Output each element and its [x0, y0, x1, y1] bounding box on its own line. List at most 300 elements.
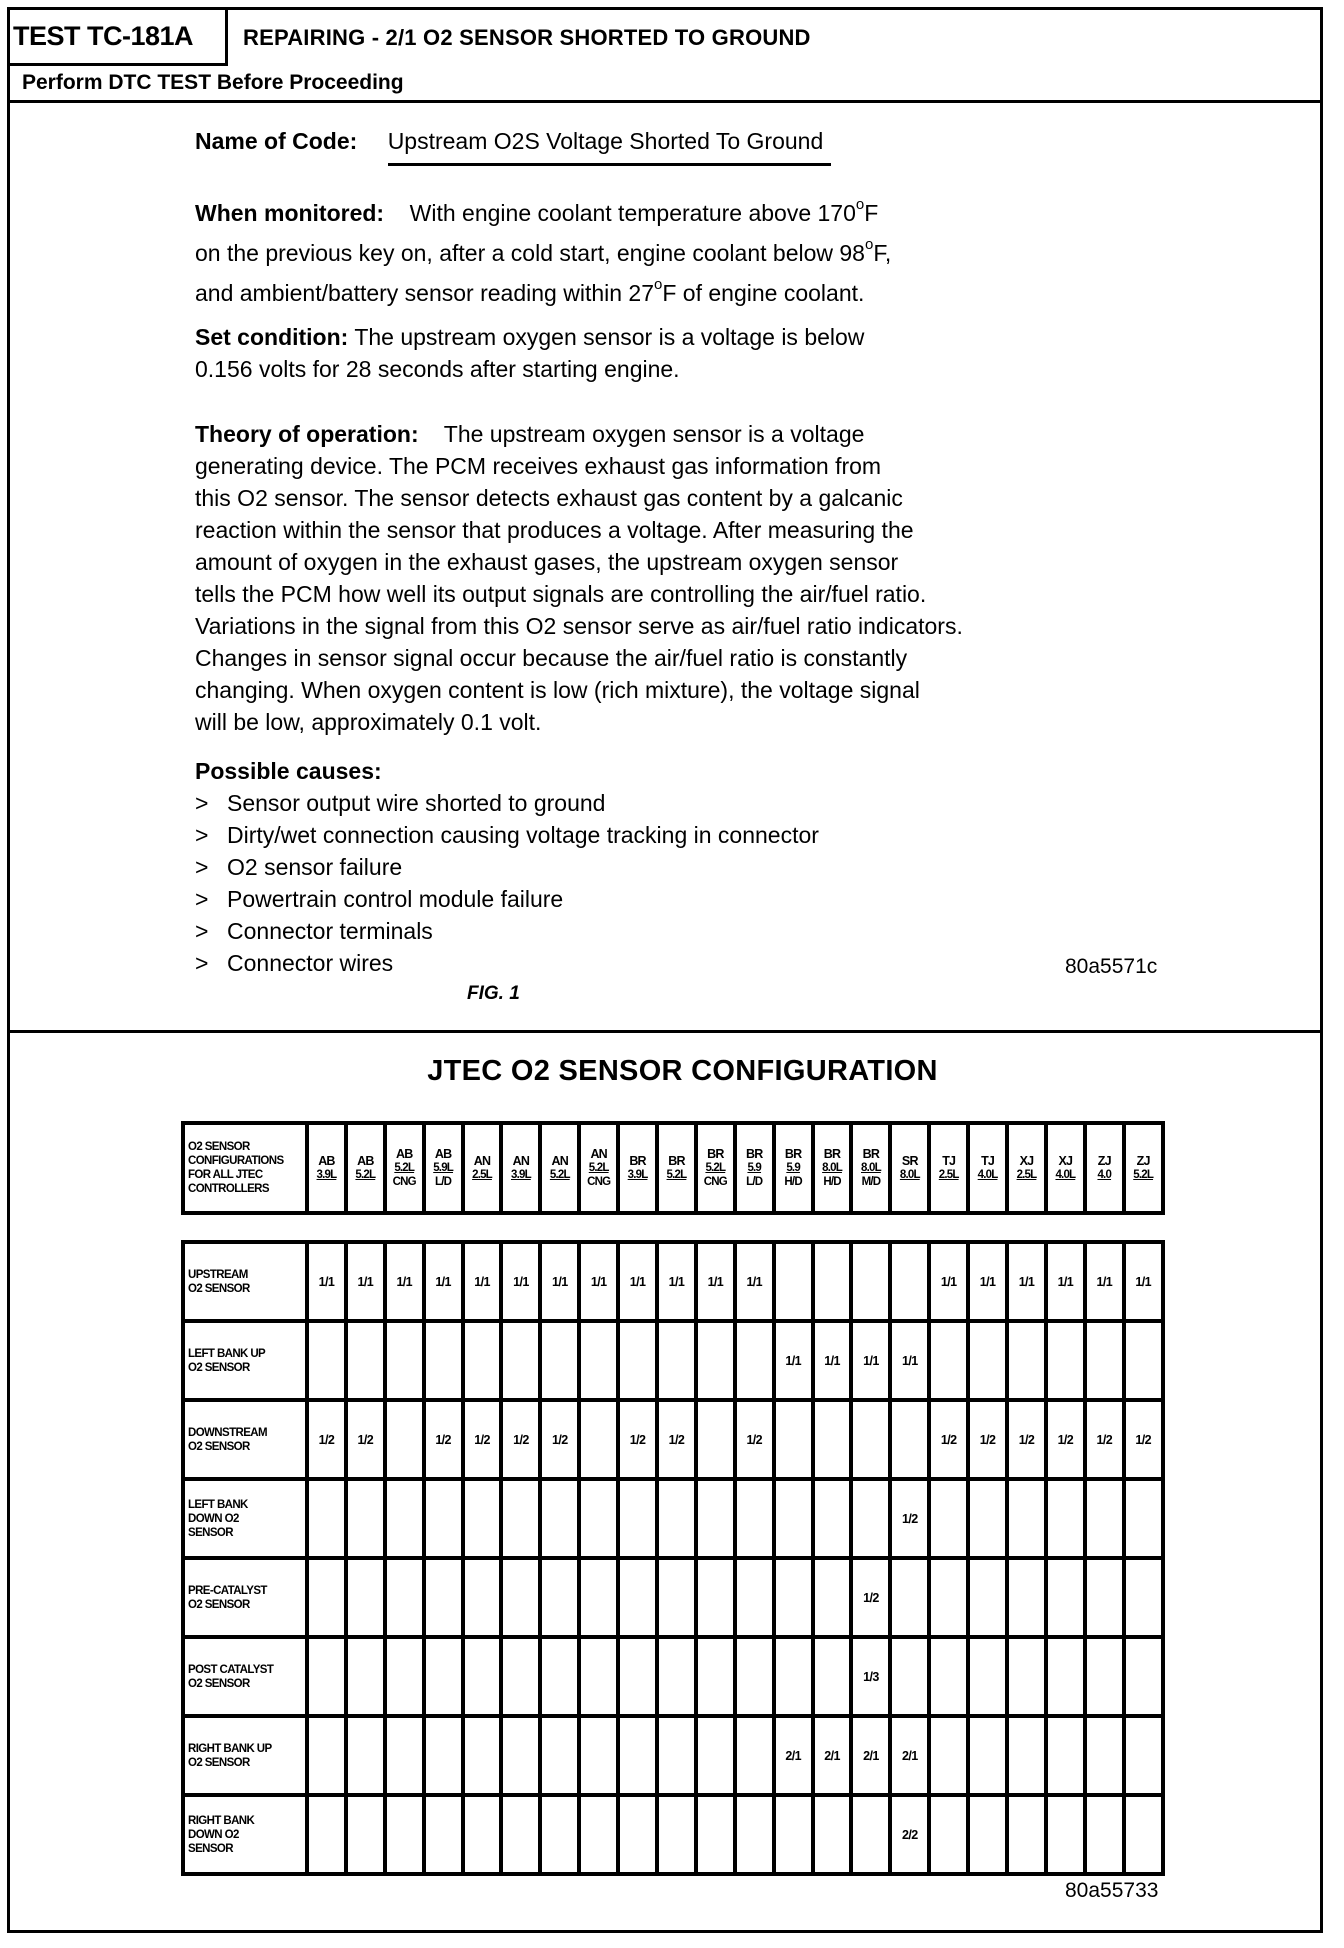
row-label-line: O2 SENSOR	[188, 1282, 250, 1295]
column-header-model: AN	[590, 1147, 607, 1161]
theory-line	[195, 418, 1195, 450]
table-cell	[851, 1479, 890, 1558]
text-line: tells the PCM how well its output signals are controlling the air/fuel ratio.	[195, 581, 927, 607]
table-cell: 1/2	[1046, 1400, 1085, 1479]
degree-symbol: o	[864, 236, 874, 253]
table-cell: 1/2	[307, 1400, 346, 1479]
table-cell	[579, 1321, 618, 1400]
table-cell	[813, 1637, 852, 1716]
table-cell: 1/3	[851, 1637, 890, 1716]
table-cell	[618, 1637, 657, 1716]
column-header	[1085, 1123, 1124, 1213]
column-header	[735, 1123, 774, 1213]
table-cell	[1085, 1716, 1124, 1795]
table-cell	[696, 1321, 735, 1400]
column-header-engine: 5.2L	[1133, 1169, 1154, 1181]
cause-text: Powertrain control module failure	[227, 886, 564, 912]
table-cell: 1/1	[1085, 1242, 1124, 1321]
column-header-engine: 5.2L	[705, 1162, 726, 1174]
table-cell: 1/2	[1124, 1400, 1163, 1479]
table-cell	[540, 1321, 579, 1400]
row-label-line: RIGHT BANK	[188, 1814, 255, 1827]
table-cell: 1/1	[618, 1242, 657, 1321]
table-cell	[385, 1400, 424, 1479]
column-header-model: AN	[551, 1154, 569, 1168]
table-cell	[774, 1479, 813, 1558]
theory-of-operation	[195, 418, 1195, 738]
table-cell: 1/1	[1046, 1242, 1085, 1321]
table-cell: 1/1	[1124, 1242, 1163, 1321]
table-cell	[501, 1479, 540, 1558]
table-cell	[929, 1321, 968, 1400]
column-header	[657, 1123, 696, 1213]
table-cell	[385, 1558, 424, 1637]
row-label	[183, 1242, 307, 1321]
table-cell	[657, 1321, 696, 1400]
row-label-line: LEFT BANK	[188, 1498, 248, 1511]
config-table-header	[181, 1121, 1165, 1215]
table-cell	[890, 1400, 929, 1479]
table-cell: 1/1	[540, 1242, 579, 1321]
table-cell	[851, 1400, 890, 1479]
column-header	[424, 1123, 463, 1213]
column-header-variant: L/D	[746, 1176, 763, 1188]
column-header-model: AB	[318, 1154, 335, 1168]
row-label-line: UPSTREAM	[188, 1268, 248, 1281]
column-header-model: XJ	[1019, 1154, 1034, 1168]
table-cell	[929, 1637, 968, 1716]
table-cell: 1/1	[1007, 1242, 1046, 1321]
column-header-model: BR	[746, 1147, 763, 1161]
degree-symbol: o	[654, 276, 663, 293]
row-label	[183, 1479, 307, 1558]
column-header	[540, 1123, 579, 1213]
table-cell	[735, 1558, 774, 1637]
table-cell	[851, 1795, 890, 1874]
table-cell	[813, 1795, 852, 1874]
column-header-model: BR	[823, 1147, 841, 1161]
table-cell	[463, 1716, 502, 1795]
table-cell: 1/2	[735, 1400, 774, 1479]
figure-label: FIG. 1	[467, 983, 520, 1004]
table-cell	[929, 1479, 968, 1558]
column-header-model: AB	[357, 1154, 374, 1168]
table-cell: 1/2	[1085, 1400, 1124, 1479]
column-header-engine: 5.2L	[394, 1162, 415, 1174]
table-cell	[1007, 1637, 1046, 1716]
table-cell	[307, 1321, 346, 1400]
table-cell	[307, 1716, 346, 1795]
cause-text: Sensor output wire shorted to ground	[227, 790, 606, 816]
cause-text: Dirty/wet connection causing voltage tracking in connector	[227, 822, 819, 848]
table-cell	[618, 1716, 657, 1795]
text-line: F,	[873, 240, 892, 266]
table-cell: 2/1	[890, 1716, 929, 1795]
table-cell	[1046, 1479, 1085, 1558]
table-cell	[424, 1716, 463, 1795]
table-cell	[657, 1716, 696, 1795]
table-cell	[346, 1637, 385, 1716]
table-cell	[968, 1479, 1007, 1558]
table-cell	[307, 1795, 346, 1874]
table-cell	[1085, 1321, 1124, 1400]
header-row	[183, 1123, 1163, 1213]
subtitle-row	[10, 66, 1320, 103]
table-cell	[696, 1400, 735, 1479]
table-cell	[1085, 1795, 1124, 1874]
column-header-engine: 8.0L	[899, 1169, 920, 1181]
text-line: this O2 sensor. The sensor detects exhaust gas content by a galcanic	[195, 485, 903, 511]
column-header-model: BR	[784, 1147, 802, 1161]
text-line: Variations in the signal from this O2 sensor serve as air/fuel ratio indicators.	[195, 613, 963, 639]
table-cell	[813, 1242, 852, 1321]
table-cell	[579, 1479, 618, 1558]
column-header-engine: 8.0L	[822, 1162, 842, 1174]
table-cell	[657, 1558, 696, 1637]
text-line: generating device. The PCM receives exhaust gas information from	[195, 453, 882, 479]
table-row	[183, 1795, 1163, 1874]
table-cell: 2/1	[774, 1716, 813, 1795]
table-cell	[579, 1558, 618, 1637]
table-cell: 1/1	[851, 1321, 890, 1400]
bullet-arrow-icon: >	[195, 918, 209, 944]
column-header	[890, 1123, 929, 1213]
table-cell	[1124, 1321, 1163, 1400]
column-header	[929, 1123, 968, 1213]
table-cell	[1046, 1321, 1085, 1400]
title-row	[10, 10, 1320, 66]
table-cell	[657, 1795, 696, 1874]
table-cell	[968, 1795, 1007, 1874]
bullet-arrow-icon: >	[195, 950, 209, 976]
row-label-line: PRE-CATALYST	[188, 1584, 267, 1597]
set-condition	[195, 321, 1195, 385]
column-header	[813, 1123, 852, 1213]
row-label	[183, 1400, 307, 1479]
table-cell	[385, 1795, 424, 1874]
table-cell	[696, 1637, 735, 1716]
degree-symbol: o	[855, 196, 865, 213]
column-header-variant: H/D	[823, 1176, 841, 1188]
column-header-variant: CNG	[392, 1176, 416, 1188]
text-line: F of engine coolant.	[662, 280, 865, 306]
column-header-model: BR	[668, 1154, 685, 1168]
table-cell	[385, 1321, 424, 1400]
text-line: amount of oxygen in the exhaust gases, the upstream oxygen sensor	[195, 549, 899, 575]
cause-text: O2 sensor failure	[227, 854, 403, 880]
table-cell: 2/1	[851, 1716, 890, 1795]
table-cell: 1/1	[890, 1321, 929, 1400]
table-cell: 1/2	[851, 1558, 890, 1637]
table-cell: 2/2	[890, 1795, 929, 1874]
column-header-engine: 5.2L	[588, 1162, 609, 1174]
table-cell	[890, 1637, 929, 1716]
table-cell	[1085, 1558, 1124, 1637]
column-header-engine: 5.9	[786, 1162, 800, 1174]
table-cell	[424, 1795, 463, 1874]
column-header	[385, 1123, 424, 1213]
table-cell	[346, 1558, 385, 1637]
table-cell	[1124, 1558, 1163, 1637]
table-cell	[385, 1637, 424, 1716]
column-header-variant: H/D	[784, 1176, 802, 1188]
column-header-variant: CNG	[587, 1176, 611, 1188]
column-header-engine: 8.0L	[861, 1162, 881, 1174]
table-cell	[1046, 1795, 1085, 1874]
row-label	[183, 1321, 307, 1400]
text-line: F	[864, 200, 879, 226]
table-cell	[696, 1558, 735, 1637]
table-cell	[1007, 1479, 1046, 1558]
corner-header	[183, 1123, 307, 1213]
table-cell	[501, 1558, 540, 1637]
table-title: JTEC O2 SENSOR CONFIGURATION	[427, 1055, 938, 1087]
table-cell	[424, 1637, 463, 1716]
table-cell	[1046, 1558, 1085, 1637]
table-cell	[890, 1558, 929, 1637]
table-cell	[424, 1558, 463, 1637]
table-cell	[1124, 1795, 1163, 1874]
column-header	[346, 1123, 385, 1213]
when-monitored	[195, 189, 1195, 309]
table-cell: 1/2	[540, 1400, 579, 1479]
column-header-model: AN	[473, 1154, 491, 1168]
text-line: reaction within the sensor that produces a voltage. After measuring the	[195, 517, 914, 543]
table-row	[183, 1400, 1163, 1479]
row-label	[183, 1795, 307, 1874]
table-cell	[618, 1321, 657, 1400]
table-cell: 1/1	[696, 1242, 735, 1321]
table-cell	[774, 1558, 813, 1637]
table-row	[183, 1321, 1163, 1400]
column-header	[696, 1123, 735, 1213]
table-cell	[1124, 1716, 1163, 1795]
column-header-model: ZJ	[1136, 1154, 1150, 1168]
when-monitored-line	[195, 189, 1195, 229]
table-cell	[1124, 1479, 1163, 1558]
table-cell: 1/1	[813, 1321, 852, 1400]
column-header-variant: M/D	[861, 1176, 881, 1188]
table-cell	[424, 1321, 463, 1400]
table-cell	[696, 1795, 735, 1874]
table-cell	[696, 1716, 735, 1795]
config-table-body	[181, 1240, 1165, 1876]
table-cell	[968, 1558, 1007, 1637]
text-line: and ambient/battery sensor reading within 27	[195, 280, 655, 306]
column-header-model: TJ	[942, 1154, 956, 1168]
cause-item	[195, 947, 1195, 979]
table-cell	[1007, 1795, 1046, 1874]
cause-item	[195, 787, 1195, 819]
theory-label: Theory of operation:	[195, 421, 419, 447]
set-condition-label: Set condition:	[195, 324, 349, 350]
column-header-engine: 4.0	[1097, 1169, 1112, 1181]
table-cell	[540, 1716, 579, 1795]
cause-text: Connector terminals	[227, 918, 433, 944]
table-cell	[774, 1400, 813, 1479]
table-cell: 1/2	[657, 1400, 696, 1479]
table-cell	[735, 1637, 774, 1716]
when-monitored-label: When monitored:	[195, 200, 385, 226]
table-cell	[346, 1321, 385, 1400]
table-cell	[463, 1321, 502, 1400]
column-header-engine: 4.0L	[1055, 1169, 1076, 1181]
table-cell	[929, 1558, 968, 1637]
text-line: With engine coolant temperature above 170	[409, 200, 856, 226]
column-header-engine: 2.5L	[472, 1169, 492, 1181]
table-cell: 1/2	[501, 1400, 540, 1479]
table-cell	[463, 1637, 502, 1716]
table-cell	[1007, 1558, 1046, 1637]
bullet-arrow-icon: >	[195, 822, 209, 848]
table-cell	[657, 1637, 696, 1716]
column-header-variant: CNG	[703, 1176, 727, 1188]
name-of-code-value: Upstream O2S Voltage Shorted To Ground	[388, 125, 832, 166]
table-cell	[579, 1637, 618, 1716]
table-cell	[774, 1242, 813, 1321]
table-cell	[851, 1242, 890, 1321]
text-line: 0.156 volts for 28 seconds after starting engine.	[195, 356, 680, 382]
table-row	[183, 1479, 1163, 1558]
table-cell	[1124, 1637, 1163, 1716]
column-header-engine: 2.5L	[1016, 1169, 1037, 1181]
table-cell	[579, 1400, 618, 1479]
table-cell	[890, 1242, 929, 1321]
possible-causes	[195, 755, 1195, 979]
table-cell: 1/2	[346, 1400, 385, 1479]
table-cell: 1/2	[463, 1400, 502, 1479]
table-cell	[501, 1716, 540, 1795]
column-header-engine: 4.0L	[977, 1169, 998, 1181]
table-cell	[735, 1321, 774, 1400]
column-header-model: AN	[512, 1154, 530, 1168]
cause-item	[195, 883, 1195, 915]
table-cell	[501, 1795, 540, 1874]
table-cell	[385, 1479, 424, 1558]
table-cell	[657, 1479, 696, 1558]
table-cell: 1/1	[657, 1242, 696, 1321]
column-header-model: BR	[629, 1154, 646, 1168]
table-cell	[1085, 1637, 1124, 1716]
text-line: Changes in sensor signal occur because the air/fuel ratio is constantly	[195, 645, 908, 671]
column-header	[618, 1123, 657, 1213]
column-header-engine: 5.9	[747, 1162, 762, 1174]
text-line: will be low, approximately 0.1 volt.	[195, 709, 542, 735]
text-line: on the previous key on, after a cold start, engine coolant below 98	[195, 240, 865, 266]
name-of-code-label: Name of Code:	[195, 128, 358, 154]
table-cell: 1/2	[929, 1400, 968, 1479]
table-cell	[813, 1400, 852, 1479]
column-header	[1124, 1123, 1163, 1213]
corner-header-line: O2 SENSOR	[188, 1141, 250, 1153]
cause-item	[195, 915, 1195, 947]
table-cell	[346, 1795, 385, 1874]
table-cell	[463, 1479, 502, 1558]
name-of-code	[195, 125, 831, 166]
table-cell	[774, 1795, 813, 1874]
table-figure-id: 80a55733	[1065, 1879, 1159, 1902]
row-label-line: POST CATALYST	[188, 1663, 274, 1676]
table-cell	[813, 1558, 852, 1637]
column-header	[501, 1123, 540, 1213]
table-cell	[385, 1716, 424, 1795]
row-label-line: DOWN O2	[188, 1828, 239, 1841]
table-cell	[1046, 1716, 1085, 1795]
table-cell	[463, 1795, 502, 1874]
table-cell: 1/1	[929, 1242, 968, 1321]
subtitle: Perform DTC TEST Before Proceeding	[22, 71, 404, 94]
column-header-engine: 5.2L	[666, 1169, 687, 1181]
document-frame	[7, 7, 1323, 1933]
corner-header-line: CONFIGURATIONS	[188, 1155, 284, 1167]
column-header	[774, 1123, 813, 1213]
table-cell	[540, 1637, 579, 1716]
table-cell	[618, 1558, 657, 1637]
column-header-model: AB	[395, 1147, 413, 1161]
column-header-model: BR	[707, 1147, 724, 1161]
column-header-engine: 5.2L	[549, 1169, 570, 1181]
table-cell: 1/1	[385, 1242, 424, 1321]
row-label-line: O2 SENSOR	[188, 1361, 250, 1374]
table-cell	[579, 1795, 618, 1874]
table-cell: 1/1	[774, 1321, 813, 1400]
table-cell: 1/2	[890, 1479, 929, 1558]
table-cell	[346, 1479, 385, 1558]
table-cell	[1085, 1479, 1124, 1558]
bullet-arrow-icon: >	[195, 886, 209, 912]
table-cell	[424, 1479, 463, 1558]
column-header-engine: 3.9L	[627, 1169, 648, 1181]
row-label-line: SENSOR	[188, 1526, 233, 1539]
row-label-line: O2 SENSOR	[188, 1440, 250, 1453]
column-header-variant: L/D	[435, 1176, 452, 1188]
table-row	[183, 1242, 1163, 1321]
cause-text: Connector wires	[227, 950, 394, 976]
column-header-engine: 3.9L	[510, 1169, 531, 1181]
when-monitored-line	[195, 269, 1195, 309]
table-cell	[735, 1479, 774, 1558]
table-cell	[346, 1716, 385, 1795]
table-cell	[1007, 1716, 1046, 1795]
row-label	[183, 1637, 307, 1716]
column-header-model: AB	[434, 1147, 452, 1161]
figure-id: 80a5571c	[1065, 955, 1158, 978]
table-cell	[735, 1716, 774, 1795]
table-cell: 1/1	[346, 1242, 385, 1321]
corner-header-line: FOR ALL JTEC	[188, 1169, 263, 1181]
table-cell	[579, 1716, 618, 1795]
row-label-line: O2 SENSOR	[188, 1756, 250, 1769]
table-cell	[696, 1479, 735, 1558]
column-header-model: XJ	[1058, 1154, 1073, 1168]
row-label-line: O2 SENSOR	[188, 1598, 250, 1611]
table-cell	[929, 1795, 968, 1874]
column-header-engine: 5.9L	[433, 1162, 454, 1174]
config-table-section	[10, 1033, 1320, 1933]
table-row	[183, 1558, 1163, 1637]
table-row	[183, 1716, 1163, 1795]
column-header-model: SR	[901, 1154, 918, 1168]
table-cell	[968, 1637, 1007, 1716]
table-cell	[463, 1558, 502, 1637]
row-label-line: SENSOR	[188, 1842, 233, 1855]
table-cell: 1/1	[307, 1242, 346, 1321]
table-cell	[968, 1716, 1007, 1795]
test-title: REPAIRING - 2/1 O2 SENSOR SHORTED TO GROUND	[243, 25, 811, 50]
table-cell	[540, 1558, 579, 1637]
column-header-model: BR	[862, 1147, 880, 1161]
column-header-engine: 3.9L	[316, 1169, 337, 1181]
